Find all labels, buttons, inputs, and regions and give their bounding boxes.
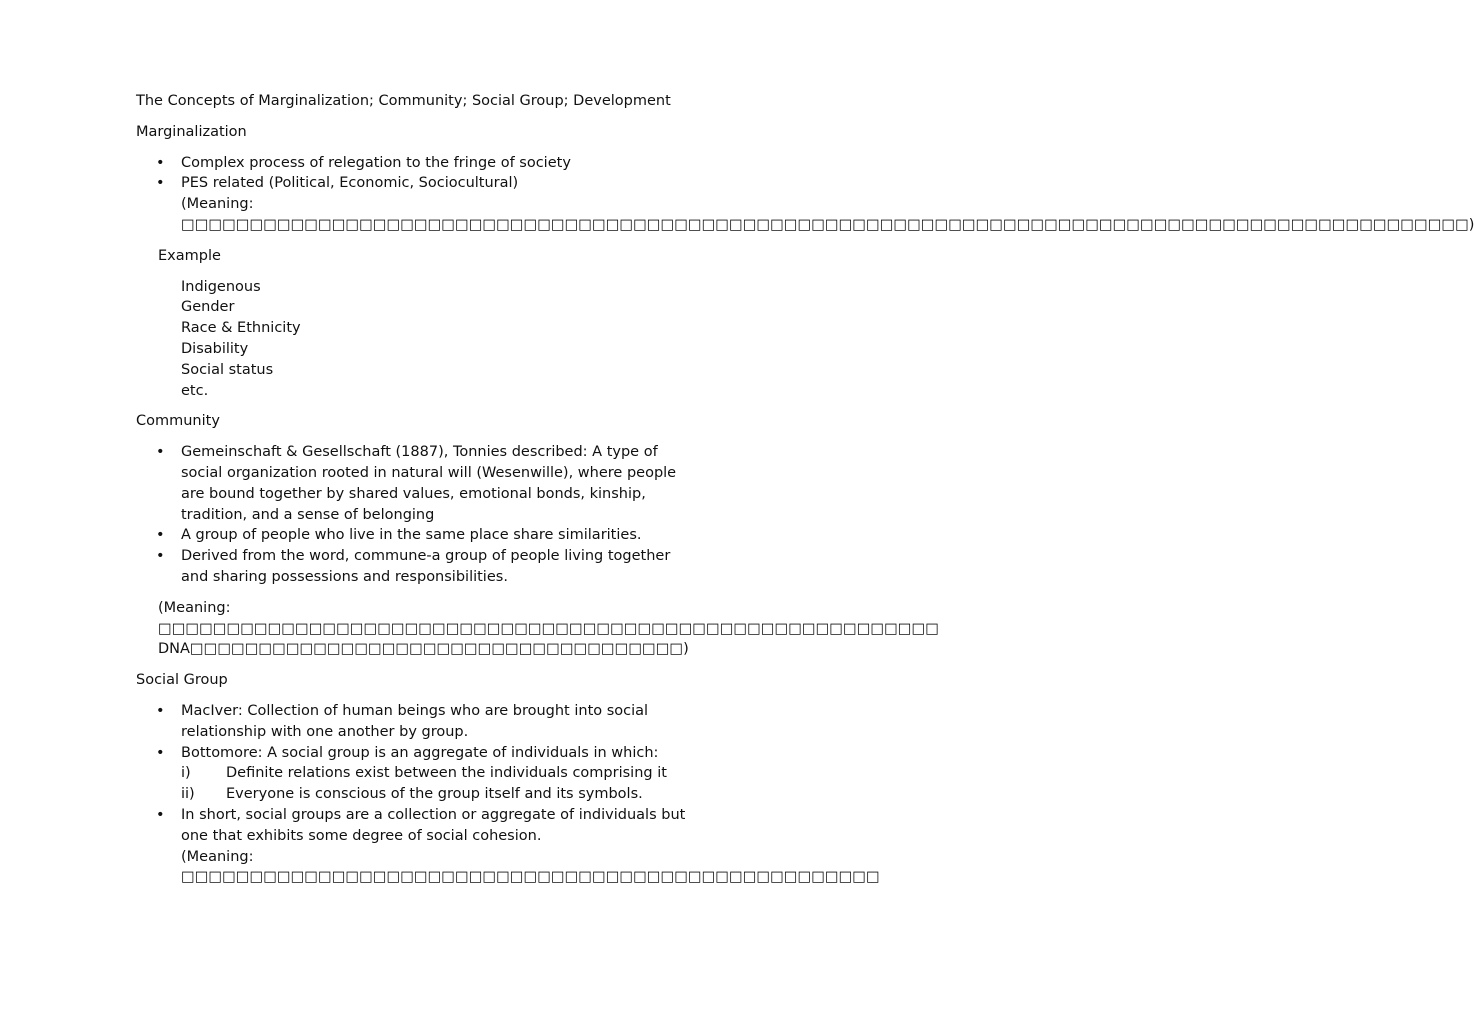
list-item: • In short, social groups are a collection or aggregate of individuals but one that exhibits some degree of social cohesion. [156, 806, 686, 844]
marginalization-meaning: (Meaning: □□□□□□□□□□□□□□□□□□□□□□□□□□□□□□□□□□□□□□□□□□□□□□□□□□□□□□□□□□□□□□□□□□□□□□□□□□□□□□□□□□□□□□□□□□□□□□) [181, 196, 1474, 233]
numbered-item: ii) Everyone is conscious of the group itself and its symbols. [181, 786, 643, 803]
list-item: • A group of people who live in the same place share similarities. [136, 525, 696, 546]
community-meaning: (Meaning: □□□□□□□□□□□□□□□□□□□□□□□□□□□□□□□□□□□□□□□□□□□□□□□□□□□□□□□□□ DNA□□□□□□□□□□□□□□□□□□□□□□□□□□□□□□□□□□□□) [158, 599, 939, 658]
list-item-continuation [136, 847, 880, 889]
numbered-sublist [136, 763, 696, 805]
social-group-bullet-list [136, 701, 880, 888]
bullet-icon: • [156, 175, 165, 192]
bullet-icon: • [156, 806, 165, 823]
section-heading-marginalization: Marginalization [136, 123, 247, 140]
bullet-icon: • [156, 702, 165, 719]
community-bullet-list [136, 442, 696, 588]
numbered-item: i) Definite relations exist between the individuals comprising it [181, 765, 667, 782]
bullet-icon: • [156, 548, 165, 565]
list-item: • PES related (Political, Economic, Sociocultural) [136, 173, 696, 194]
bullet-icon: • [156, 154, 165, 171]
bullet-icon: • [156, 444, 165, 461]
list-item: • Gemeinschaft & Gesellschaft (1887), Tonnies described: A type of social organization rooted in natural will (Wesenwille), where people are bound together by shared values, emotional bonds, kinship, tradition, and a sense of belonging [156, 444, 677, 523]
bullet-icon: • [156, 527, 165, 544]
bullet-icon: • [156, 744, 165, 761]
list-item: • Complex process of relegation to the fringe of society [136, 153, 696, 174]
document-title: The Concepts of Marginalization; Community; Social Group; Development [136, 93, 671, 109]
example-item: etc. [181, 382, 209, 399]
list-item: • Derived from the word, commune-a group of people living together and sharing possessions and responsibilities. [156, 548, 671, 585]
list-item: • MacIver: Collection of human beings who are brought into social relationship with one another by group. [156, 702, 649, 740]
example-item: Social status [181, 361, 274, 378]
section-heading-social-group: Social Group [136, 672, 228, 689]
list-item: • Bottomore: A social group is an aggregate of individuals in which: [136, 743, 696, 764]
example-item: Disability [181, 340, 249, 357]
section-heading-community: Community [136, 413, 220, 430]
document-body [136, 91, 1474, 888]
marginalization-bullet-list [136, 153, 1474, 236]
example-item: Indigenous [181, 278, 261, 295]
social-group-meaning: (Meaning: □□□□□□□□□□□□□□□□□□□□□□□□□□□□□□□□□□□□□□□□□□□□□□□□□□□ [181, 848, 880, 886]
example-list [136, 277, 696, 402]
list-item-continuation [136, 194, 1474, 236]
example-item: Race & Ethnicity [181, 320, 301, 337]
example-item: Gender [181, 299, 235, 316]
example-heading: Example [158, 247, 221, 264]
